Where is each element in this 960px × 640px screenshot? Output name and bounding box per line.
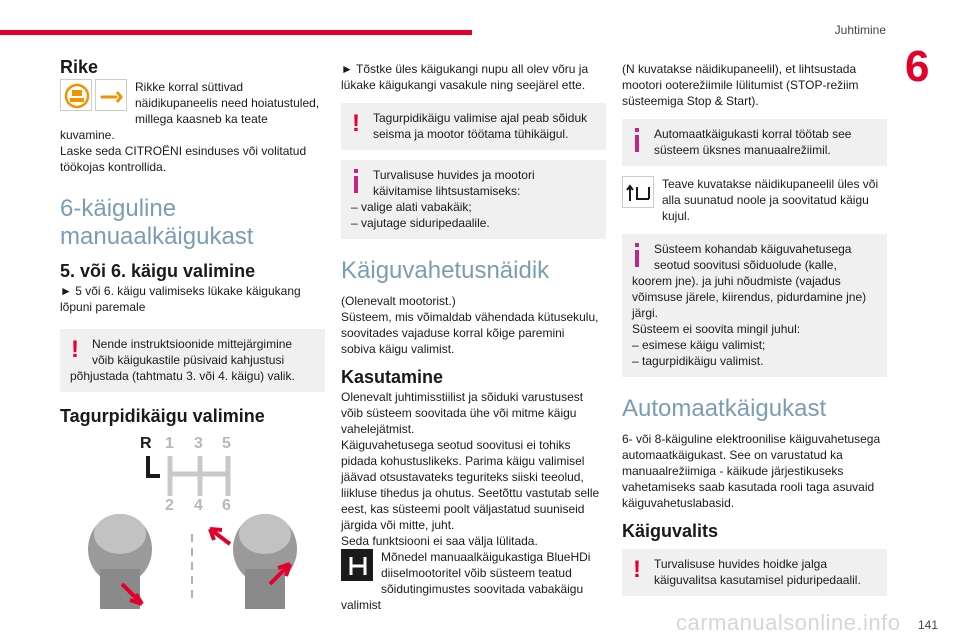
usage-line: liikluse tihedus ja ohutus. Seetõttu vastutab selle xyxy=(341,486,600,500)
rike-text-4: Laske seda CITROËNI esinduses või volitatud xyxy=(60,144,307,158)
bluehdi-block xyxy=(341,549,606,613)
warning-exclamation-icon: ! xyxy=(633,556,641,583)
gear-shift-illustration xyxy=(60,434,325,609)
section-name: Juhtimine xyxy=(834,23,886,37)
column-1 xyxy=(60,55,325,609)
info3-line: koorem jne). ja juhi nõudmiste (vajadus xyxy=(632,274,841,288)
warn1-line2: võib käigukastile püsivaid kahjustusi xyxy=(92,353,285,367)
gsi-line1: (Olenevalt mootorist.) xyxy=(341,294,456,308)
info3-line: – esimese käigu valimist; xyxy=(632,338,766,352)
gearbox-heading xyxy=(60,195,325,251)
usage-text xyxy=(341,389,606,549)
auto-line: 6- või 8-käiguline elektroonilise käiguvahetusega xyxy=(622,432,881,446)
usage-line: järgida või mitte, juht. xyxy=(341,518,455,532)
rike-text-5: töökojas kontrollida. xyxy=(60,160,167,174)
info-box-2 xyxy=(622,119,887,166)
page-number: 141 xyxy=(917,618,938,632)
warn2-line2: seisma ja mootor töötama tühikäigul. xyxy=(373,127,569,141)
bluehdi-line2: diiselmootoritel võib süsteem teatud xyxy=(381,566,572,580)
usage-heading: Kasutamine xyxy=(341,367,444,387)
wrench-icon xyxy=(95,79,127,111)
info1-line1: Turvalisuse huvides ja mootori xyxy=(373,168,535,182)
info-box-1 xyxy=(341,160,606,239)
info3-line: Süsteem ei soovita mingil juhul: xyxy=(632,322,801,336)
reverse-text-2: lükake käigukangi vasakule ning seejärel ette. xyxy=(341,78,586,92)
usage-line: eest, kas süsteemi poolt väljastatud suuniseid xyxy=(341,502,585,516)
info3-line: seotud soovitusi sõiduolude (kalle, xyxy=(654,258,837,272)
gear-label-R: R xyxy=(140,435,152,452)
info-box-3 xyxy=(622,234,887,377)
warning-box-3 xyxy=(622,549,887,596)
usage-line: jäävad otsustavateks teguriteks siiski teeolud, xyxy=(341,470,584,484)
arrow-line3: kujul. xyxy=(662,209,691,223)
warning-box-1 xyxy=(60,329,325,392)
rike-block xyxy=(60,79,325,175)
arrow-line2: alla suunatud noole ja soovitatud käigu xyxy=(662,193,869,207)
rike-text-1: Rikke korral süttivad xyxy=(135,80,244,94)
info1-line2: käivitamise lihtsustamiseks: xyxy=(373,184,521,198)
gear-indicator-arrow-icon xyxy=(622,176,654,208)
auto-line: automaatkäigukast. See on varustatud ka xyxy=(622,448,843,462)
arrow-info-block xyxy=(622,176,887,224)
info1-line3: – valige alati vabakäik; xyxy=(351,200,472,214)
warning-box-2 xyxy=(341,103,606,150)
watermark: carmanualsonline.info xyxy=(676,610,901,635)
gsi-continued xyxy=(622,61,887,109)
gear-label-2: 2 xyxy=(165,497,174,514)
gear-label-4: 4 xyxy=(194,497,203,514)
gear-label-3: 3 xyxy=(194,435,203,452)
gearbox-heading-line2: manuaalkäigukast xyxy=(60,223,254,250)
select56-text-2: lõpuni paremale xyxy=(60,300,146,314)
column-3 xyxy=(622,55,887,596)
gsi-line3: soovitades vajaduse korral kõige paremini xyxy=(341,326,565,340)
warning-exclamation-icon: ! xyxy=(352,110,360,137)
info-icon xyxy=(631,243,643,267)
usage-line: võib süsteem soovitada ühe või mitme käigu xyxy=(341,406,577,420)
column-2 xyxy=(341,55,606,613)
bluehdi-line1: Mõnedel manuaalkäigukastiga BlueHDi xyxy=(381,550,591,564)
info3-line: – tagurpidikäigu valimist. xyxy=(632,354,764,368)
info2-line1: Automaatkäigukasti korral töötab see xyxy=(654,127,852,141)
auto-heading: Automaatkäigukast xyxy=(622,395,827,422)
info-icon xyxy=(350,169,362,193)
cont-line1: (N kuvatakse näidikupaneelil), et lihtsustada xyxy=(622,62,857,76)
usage-line: Seda funktsiooni ei saa välja lülitada. xyxy=(341,534,538,548)
gear-label-1: 1 xyxy=(165,435,174,452)
warn1-line3: põhjustada (tahtmatu 3. või 4. käigu) valik. xyxy=(70,369,295,383)
top-accent-bar xyxy=(0,30,472,35)
usage-line: pidada kohustuslikeks. Parima käigu valimisel xyxy=(341,454,585,468)
info3-line: Süsteem kohandab käiguvahetusega xyxy=(654,242,852,256)
gear-label-5: 5 xyxy=(222,435,231,452)
auto-line: manuaalrežiimiga - käikude järjestikuseks xyxy=(622,464,844,478)
gear-label-6: 6 xyxy=(222,497,231,514)
neutral-gear-icon xyxy=(341,549,373,581)
reverse-heading: Tagurpidikäigu valimine xyxy=(60,406,265,426)
gsi-line2: Süsteem, mis võimaldab vähendada kütusekulu, xyxy=(341,310,599,324)
auto-text xyxy=(622,431,887,511)
selector-heading: Käiguvalits xyxy=(622,521,719,541)
gsi-line4: sobiva käigu valimist. xyxy=(341,342,455,356)
reverse-text-1: ► Tõstke üles käigukangi nupu all olev võru ja xyxy=(341,62,589,76)
warn2-line1: Tagurpidikäigu valimise ajal peab sõiduk xyxy=(373,111,588,125)
chapter-number: 6 xyxy=(905,42,930,91)
warn1-line1: Nende instruktsioonide mittejärgimine xyxy=(92,337,293,351)
info3-line: võimsuse järele, kiirendus, pidurdamine jne) xyxy=(632,290,867,304)
auto-line: käiguvahetuslabasid. xyxy=(622,496,735,510)
rike-icons xyxy=(60,79,130,111)
bluehdi-line3: sõidutingimustes soovitada vabakäigu valimist xyxy=(341,582,584,612)
rike-text-3: millega kaasneb ka teate kuvamine. xyxy=(60,112,268,142)
gsi-heading: Käiguvahetusnäidik xyxy=(341,257,550,284)
warning-exclamation-icon: ! xyxy=(71,336,79,363)
auto-line: vahetamiseks saab kasutada rooli taga asuvaid xyxy=(622,480,875,494)
info1-line4: – vajutage siduripedaalile. xyxy=(351,216,490,230)
arrow-line1: Teave kuvatakse näidikupaneelil üles või xyxy=(662,177,879,191)
rike-heading: Rike xyxy=(60,57,99,77)
info-icon xyxy=(631,128,643,152)
rike-text-2: näidikupaneelis need hoiatustuled, xyxy=(135,96,320,110)
gsi-intro xyxy=(341,293,606,357)
select56-heading: 5. või 6. käigu valimine xyxy=(60,261,256,281)
engine-warning-icon xyxy=(60,79,92,111)
gearbox-heading-line1: 6-käiguline xyxy=(60,195,177,222)
warn3-line1: Turvalisuse huvides hoidke jalga xyxy=(654,557,827,571)
warn3-line2: käiguvalitsa kasutamisel piduripedaalil. xyxy=(654,573,861,587)
cont-line2: mootori ooterežiimile lülitumist (STOP-režiim xyxy=(622,78,859,92)
info3-line: järgi. xyxy=(632,306,659,320)
usage-line: Olenevalt juhtimisstiilist ja sõiduki varustusest xyxy=(341,390,584,404)
usage-line: vahelejätmist. xyxy=(341,422,415,436)
select56-text-1: ► 5 või 6. käigu valimiseks lükake käigukang xyxy=(60,284,301,298)
info2-line2: süsteem üksnes manuaalrežiimil. xyxy=(654,143,831,157)
cont-line3: süsteemiga Stop & Start). xyxy=(622,94,759,108)
usage-line: Käiguvahetusega seotud soovitusi ei tohiks xyxy=(341,438,571,452)
